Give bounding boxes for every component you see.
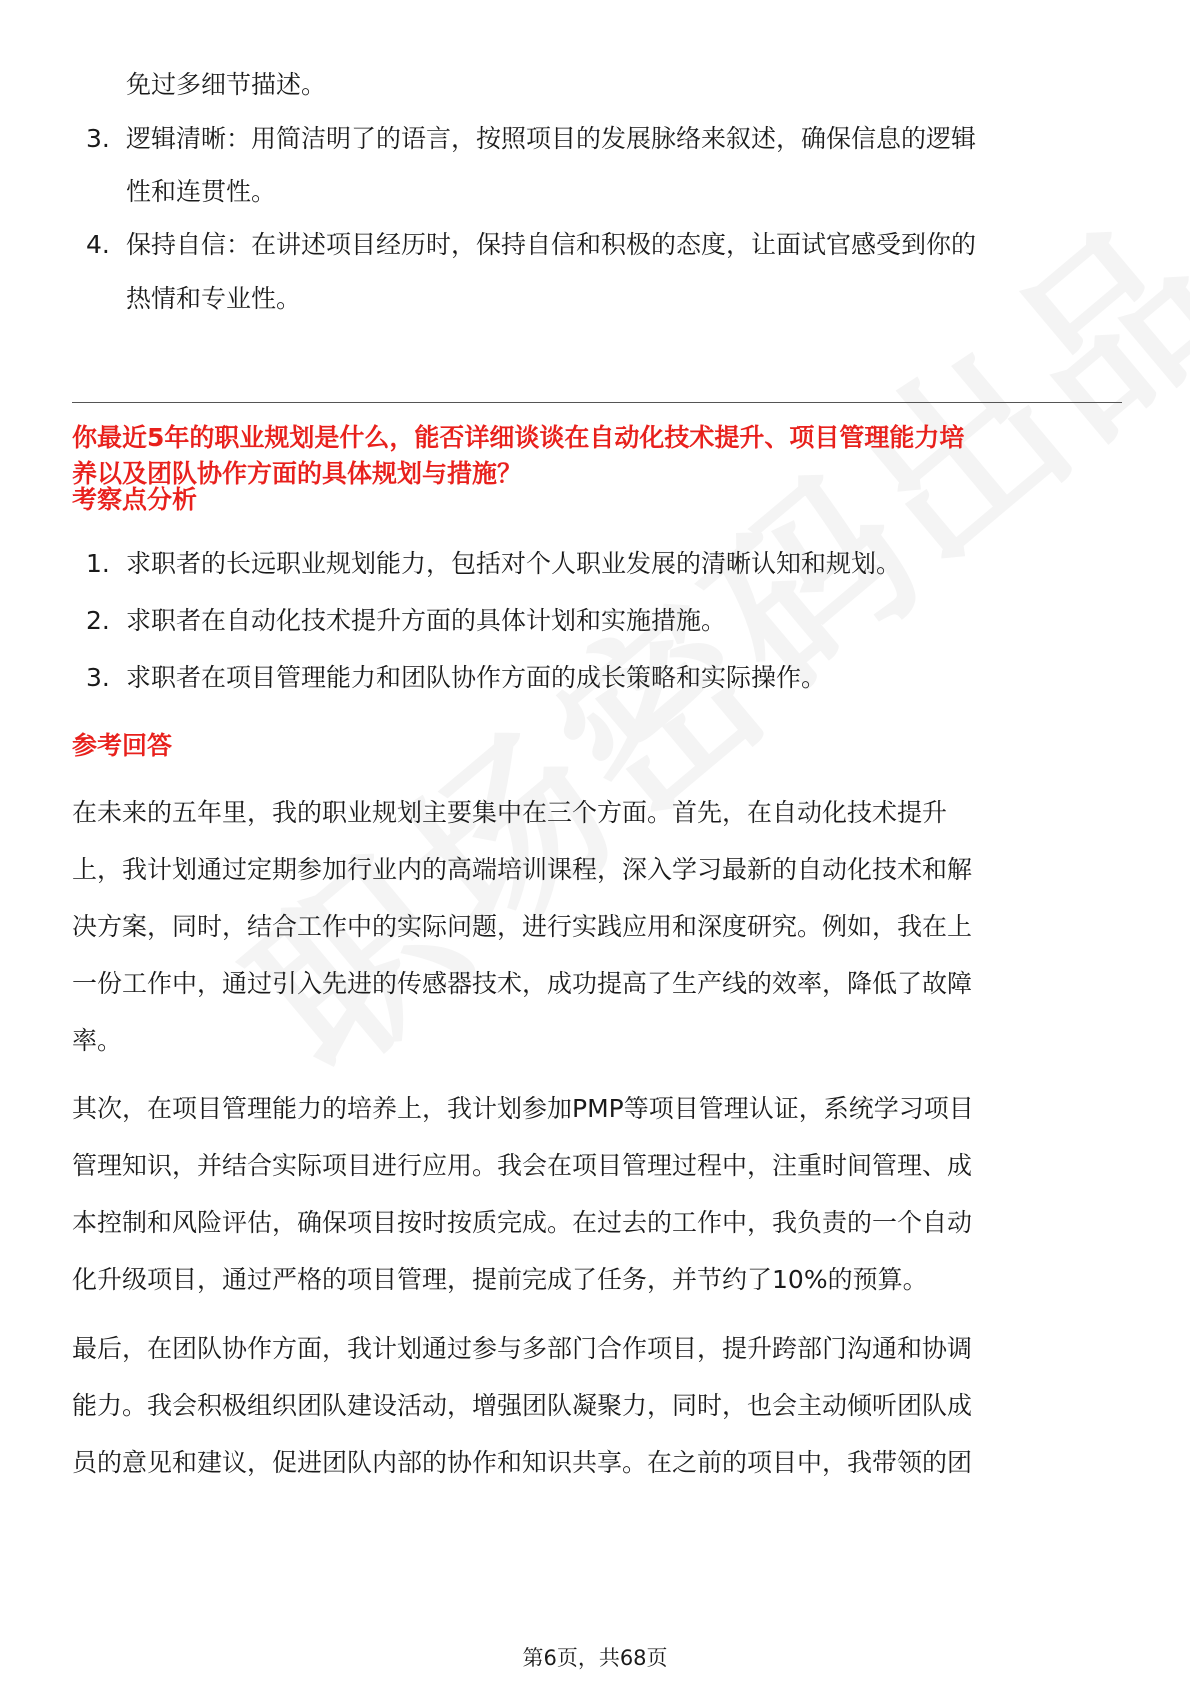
paragraph-line: 在未来的五年里，我的职业规划主要集中在三个方面。首先，在自动化技术提升 — [72, 798, 948, 827]
list-text: 保持自信：在讲述项目经历时，保持自信和积极的态度，让面试官感受到你的 — [126, 230, 977, 259]
paragraph-line: 率。 — [72, 1026, 123, 1055]
paragraph-line: 其次，在项目管理能力的培养上，我计划参加PMP等项目管理认证，系统学习项目 — [72, 1094, 974, 1123]
list-text: 逻辑清晰：用简洁明了的语言，按照项目的发展脉络来叙述，确保信息的逻辑 — [126, 124, 977, 153]
section-divider — [72, 402, 1122, 403]
list-continuation: 免过多细节描述。 — [126, 70, 327, 99]
list-number: 3. — [86, 124, 110, 153]
question-line: 你最近5年的职业规划是什么，能否详细谈谈在自动化技术提升、项目管理能力培 — [72, 423, 965, 452]
list-text: 求职者在项目管理能力和团队协作方面的成长策略和实际操作。 — [126, 663, 827, 692]
answer-title: 参考回答 — [72, 731, 173, 760]
paragraph-line: 上，我计划通过定期参加行业内的高端培训课程，深入学习最新的自动化技术和解 — [72, 855, 973, 884]
paragraph-line: 本控制和风险评估，确保项目按时按质完成。在过去的工作中，我负责的一个自动 — [72, 1208, 973, 1237]
list-number: 1. — [86, 549, 110, 578]
list-item — [72, 216, 1122, 273]
paragraph-line: 决方案，同时，结合工作中的实际问题，进行实践应用和深度研究。例如，我在上 — [72, 912, 973, 941]
analysis-list — [72, 535, 1122, 706]
question-line: 养以及团队协作方面的具体规划与措施？ — [72, 459, 523, 488]
paragraph-line: 能力。我会积极组织团队建设活动，增强团队凝聚力，同时，也会主动倾听团队成 — [72, 1391, 973, 1420]
paragraph-line: 最后，在团队协作方面，我计划通过参与多部门合作项目，提升跨部门沟通和协调 — [72, 1334, 973, 1363]
question-heading — [72, 420, 1132, 492]
paragraph-line: 化升级项目，通过严格的项目管理，提前完成了任务，并节约了10%的预算。 — [72, 1265, 928, 1294]
prev-list — [72, 110, 1122, 167]
list-item — [72, 592, 1122, 649]
list-number: 4. — [86, 230, 110, 259]
answer-paragraph-2 — [72, 1080, 1127, 1308]
paragraph-line: 员的意见和建议，促进团队内部的协作和知识共享。在之前的项目中，我带领的团 — [72, 1448, 973, 1477]
list-text: 求职者在自动化技术提升方面的具体计划和实施措施。 — [126, 606, 727, 635]
prev-list — [72, 216, 1122, 273]
list-item — [72, 649, 1122, 706]
page-number: 第6页，共68页 — [522, 1646, 668, 1670]
paragraph-line: 一份工作中，通过引入先进的传感器技术，成功提高了生产线的效率，降低了故障 — [72, 969, 973, 998]
list-number: 3. — [86, 663, 110, 692]
list-item — [72, 110, 1122, 167]
answer-paragraph-3 — [72, 1320, 1127, 1491]
list-item — [72, 535, 1122, 592]
list-text: 求职者的长远职业规划能力，包括对个人职业发展的清晰认知和规划。 — [126, 549, 902, 578]
list-continuation: 性和连贯性。 — [126, 177, 277, 206]
analysis-title: 考察点分析 — [72, 485, 198, 514]
answer-paragraph-1 — [72, 784, 1127, 1069]
list-number: 2. — [86, 606, 110, 635]
paragraph-line: 管理知识，并结合实际项目进行应用。我会在项目管理过程中，注重时间管理、成 — [72, 1151, 973, 1180]
list-continuation: 热情和专业性。 — [126, 284, 302, 313]
